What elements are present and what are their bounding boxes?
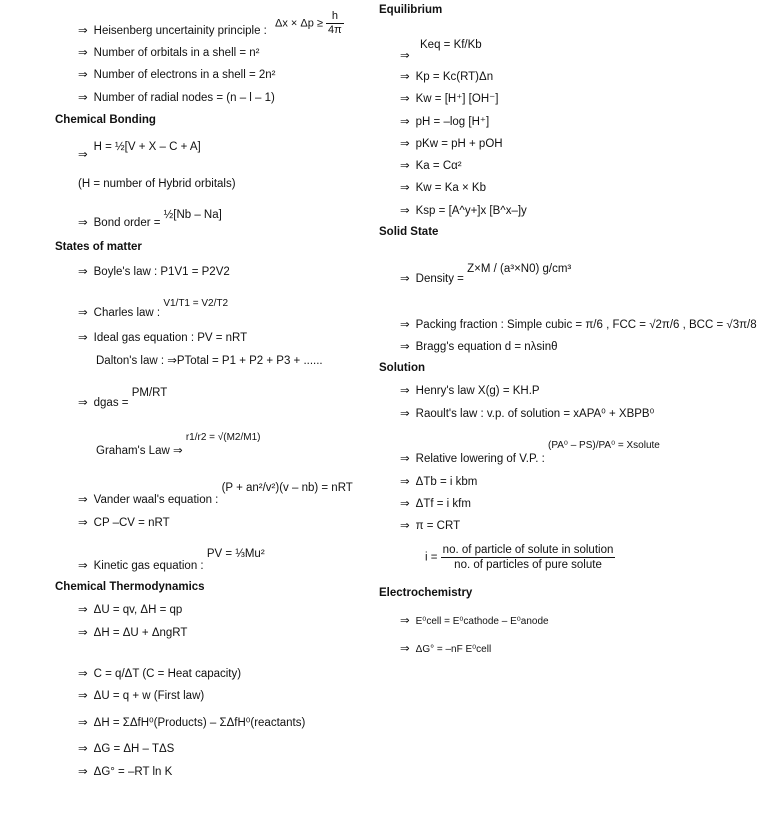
heading-solid-state: Solid State	[379, 226, 439, 238]
eq-item: ⇒ pH = –log [H⁺]	[400, 116, 490, 128]
vander-waal: ⇒ Vander waal's equation : (P + an²/v²)(v – nb) = nRT	[78, 482, 353, 506]
boyle-law: ⇒ Boyle's law : P1V1 = P2V2	[78, 266, 230, 278]
density: ⇒ Density = Z×M / (a³×N0) g/cm³	[400, 263, 572, 285]
delta-tb: ⇒ ΔTb = i kbm	[400, 476, 478, 488]
dgas: ⇒ dgas = PM/RT	[78, 387, 168, 409]
heading-states-of-matter: States of matter	[55, 241, 142, 253]
packing-fraction: ⇒ Packing fraction : Simple cubic = π/6 , FCC = √2π/6 , BCC = √3π/8	[400, 319, 757, 331]
ecell: ⇒ E⁰cell = E⁰cathode – E⁰anode	[400, 615, 549, 627]
heading-equilibrium: Equilibrium	[379, 4, 443, 16]
delta-tf: ⇒ ΔTf = i kfm	[400, 498, 471, 510]
henry-law: ⇒ Henry's law X(g) = KH.P	[400, 385, 540, 397]
thermo-item: ⇒ ΔU = q + w (First law)	[78, 690, 205, 702]
eq-item: ⇒ Kp = Kc(RT)Δn	[400, 71, 494, 83]
intro-item: ⇒ Number of radial nodes = (n – l – 1)	[78, 92, 275, 104]
heisenberg-equation	[275, 10, 344, 37]
eq-item: ⇒ Ka = Cα²	[400, 160, 462, 172]
thermo-item: ⇒ ΔG = ΔH – TΔS	[78, 743, 175, 755]
delta-g-cell: ⇒ ΔG° = –nF E⁰cell	[400, 643, 492, 655]
intro-item: ⇒ Number of electrons in a shell = 2n²	[78, 69, 276, 81]
heisenberg-lhs: Δx × Δp ≥	[275, 17, 323, 30]
eq-item: ⇒ Kw = Ka × Kb	[400, 182, 486, 194]
bragg: ⇒ Bragg's equation d = nλsinθ	[400, 341, 558, 353]
thermo-item: ⇒ C = q/ΔT (C = Heat capacity)	[78, 668, 242, 680]
ideal-gas: ⇒ Ideal gas equation : PV = nRT	[78, 332, 248, 344]
cp-cv: ⇒ CP –CV = nRT	[78, 517, 170, 529]
eq-item: ⇒ Ksp = [A^y+]x [B^x–]y	[400, 205, 527, 217]
equilibrium-arrow: ⇒	[400, 50, 410, 62]
rlvp: ⇒ Relative lowering of V.P. : (PA⁰ – PS)/PA⁰ = Xsolute	[400, 440, 660, 465]
vant-hoff: i = no. of particle of solute in solution no. of particles of pure solute	[425, 544, 614, 571]
thermo-item: ⇒ ΔH = ΔU + ΔngRT	[78, 627, 188, 639]
eq-item: ⇒ pKw = pH + pOH	[400, 138, 503, 150]
osmotic: ⇒ π = CRT	[400, 520, 461, 532]
thermo-item: ⇒ ΔG° = –RT ln K	[78, 766, 173, 778]
heading-chemical-bonding: Chemical Bonding	[55, 114, 156, 126]
bond-order: ⇒ Bond order = ½[Nb – Na]	[78, 209, 222, 229]
eq-item: ⇒ Kw = [H⁺] [OH⁻]	[400, 93, 499, 105]
intro-item: ⇒ Number of orbitals in a shell = n²	[78, 47, 260, 59]
graham-law: Graham's Law ⇒ r1/r2 = √(M2/M1)	[96, 432, 261, 457]
hybrid-equation: ⇒H = ½[V + X – C + A]	[78, 141, 201, 161]
thermo-item: ⇒ ΔU = qv, ΔH = qp	[78, 604, 183, 616]
intro-item: ⇒ Heisenberg uncertainity principle :	[78, 25, 267, 37]
charles-law: ⇒ Charles law : V1/T1 = V2/T2	[78, 298, 229, 319]
heading-electrochemistry: Electrochemistry	[379, 587, 473, 599]
heading-solution: Solution	[379, 362, 425, 374]
raoult-law: ⇒ Raoult's law : v.p. of solution = xAPA⁰ + XBPB⁰	[400, 408, 655, 420]
heading-thermodynamics: Chemical Thermodynamics	[55, 581, 205, 593]
dalton-law: Dalton's law : ⇒PTotal = P1 + P2 + P3 + ......	[96, 355, 323, 367]
heisenberg-fraction: $\frac{h}{4\pi}$	[328, 10, 342, 36]
keq: Keq = Kf/Kb	[420, 39, 482, 51]
thermo-item: ⇒ ΔH = ΣΔfH⁰(Products) – ΣΔfH⁰(reactants)	[78, 717, 306, 729]
hybrid-note: (H = number of Hybrid orbitals)	[78, 178, 236, 190]
kinetic-gas: ⇒ Kinetic gas equation : PV = ⅓Mu²	[78, 548, 265, 572]
